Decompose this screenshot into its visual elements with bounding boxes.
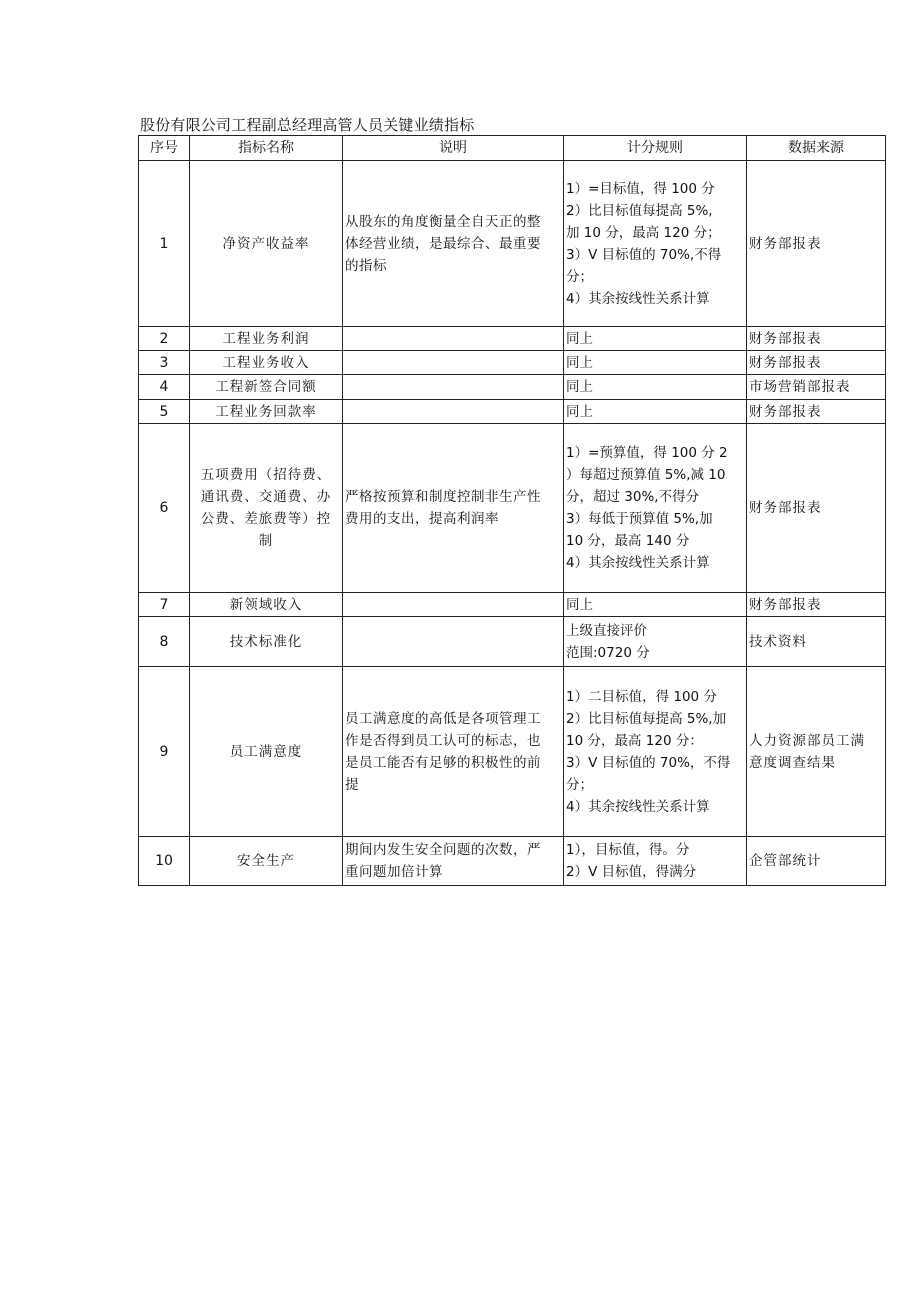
kpi-table-body bbox=[139, 161, 886, 886]
cell-scoring-rule-line: 4）其余按线性关系计算 bbox=[566, 798, 710, 815]
cell-no: 8 bbox=[139, 617, 190, 667]
cell-no: 4 bbox=[139, 375, 190, 400]
cell-description bbox=[343, 617, 564, 667]
cell-scoring-rule-line: 同上 bbox=[566, 379, 593, 395]
cell-scoring-rule-line: 3）每低于预算值 5%,加 bbox=[566, 511, 713, 527]
cell-no: 1 bbox=[139, 161, 190, 327]
cell-scoring-rule bbox=[564, 424, 747, 593]
cell-scoring-rule bbox=[564, 837, 747, 886]
cell-description-line: 从股东的角度衡量全自天正的整 bbox=[345, 213, 541, 230]
cell-indicator-name bbox=[190, 161, 343, 327]
cell-data-source bbox=[747, 375, 886, 400]
cell-indicator-name bbox=[190, 424, 343, 593]
cell-scoring-rule-line: 分，超过 30%,不得分 bbox=[566, 489, 700, 505]
cell-description-line: 体经营业绩，是最综合、最重要 bbox=[345, 235, 541, 252]
cell-no: 3 bbox=[139, 351, 190, 375]
cell-no: 6 bbox=[139, 424, 190, 593]
cell-indicator-name-line: 安全生产 bbox=[237, 853, 295, 869]
cell-description-line: 严格按预算和制度控制非生产性 bbox=[345, 489, 541, 505]
cell-description bbox=[343, 837, 564, 886]
cell-no: 5 bbox=[139, 400, 190, 424]
cell-description-line: 费用的支出，提高利润率 bbox=[345, 511, 499, 527]
cell-indicator-name-line: 五项费用（招待费、 bbox=[200, 467, 332, 483]
cell-scoring-rule bbox=[564, 400, 747, 424]
page-title: 股份有限公司工程副总经理高管人员关键业绩指标 bbox=[140, 116, 475, 134]
cell-data-source-line: 财务部报表 bbox=[749, 354, 822, 371]
table-row bbox=[139, 327, 886, 351]
table-row bbox=[139, 837, 886, 886]
table-row bbox=[139, 617, 886, 667]
cell-description bbox=[343, 161, 564, 327]
cell-scoring-rule-line: 分； bbox=[566, 268, 593, 285]
cell-scoring-rule-line: 2）V 目标值，得满分 bbox=[566, 864, 697, 880]
cell-no: 7 bbox=[139, 593, 190, 617]
cell-indicator-name-line: 工程新签合同额 bbox=[215, 379, 317, 395]
cell-data-source-line: 技术资料 bbox=[749, 633, 807, 650]
cell-indicator-name bbox=[190, 327, 343, 351]
table-row bbox=[139, 161, 886, 327]
cell-scoring-rule-line: 同上 bbox=[566, 596, 593, 613]
cell-data-source bbox=[747, 400, 886, 424]
cell-indicator-name bbox=[190, 667, 343, 837]
cell-scoring-rule-line: 4）其余按线性关系计算 bbox=[566, 555, 710, 571]
cell-scoring-rule-line: 3）V 目标值的 70%,不得 bbox=[566, 246, 722, 263]
cell-scoring-rule-line: 同上 bbox=[566, 354, 593, 371]
cell-description bbox=[343, 327, 564, 351]
cell-scoring-rule-line: 1），目标值，得。分 bbox=[566, 842, 690, 858]
cell-description bbox=[343, 375, 564, 400]
cell-data-source bbox=[747, 617, 886, 667]
cell-scoring-rule-line: ）每超过预算值 5%,减 10 bbox=[566, 467, 726, 483]
cell-description-line: 的指标 bbox=[345, 257, 387, 274]
cell-indicator-name bbox=[190, 617, 343, 667]
cell-description-line: 作是否得到员工认可的标志，也 bbox=[345, 732, 541, 749]
cell-indicator-name-line: 新领域收入 bbox=[229, 596, 303, 613]
header-no: 序号 bbox=[139, 136, 190, 161]
cell-scoring-rule bbox=[564, 617, 747, 667]
cell-data-source-line: 财务部报表 bbox=[749, 500, 822, 516]
cell-data-source bbox=[747, 837, 886, 886]
cell-indicator-name-line: 工程业务收入 bbox=[222, 354, 310, 371]
table-row bbox=[139, 375, 886, 400]
cell-scoring-rule bbox=[564, 161, 747, 327]
cell-data-source bbox=[747, 667, 886, 837]
cell-scoring-rule-line: 2）比目标值每提高 5%, bbox=[566, 202, 713, 219]
cell-description-line: 是员工能否有足够的积极性的前 bbox=[345, 754, 541, 771]
header-desc: 说明 bbox=[343, 136, 564, 161]
cell-scoring-rule bbox=[564, 375, 747, 400]
cell-data-source bbox=[747, 424, 886, 593]
cell-data-source-line: 财务部报表 bbox=[749, 235, 822, 252]
cell-scoring-rule-line: 2）比目标值每提高 5%,加 bbox=[566, 710, 727, 727]
cell-scoring-rule bbox=[564, 327, 747, 351]
cell-scoring-rule-line: 加 10 分，最高 120 分； bbox=[566, 224, 721, 241]
cell-data-source-line: 意度调查结果 bbox=[749, 754, 836, 771]
cell-scoring-rule-line: 3）V 目标值的 70%，不得 bbox=[566, 754, 731, 771]
cell-description bbox=[343, 351, 564, 375]
cell-indicator-name-line: 技术标准化 bbox=[229, 633, 303, 650]
cell-description bbox=[343, 424, 564, 593]
cell-data-source-line: 财务部报表 bbox=[749, 596, 822, 613]
cell-scoring-rule-line: 同上 bbox=[566, 330, 593, 347]
cell-indicator-name bbox=[190, 593, 343, 617]
cell-data-source-line: 企管部统计 bbox=[749, 853, 822, 869]
cell-data-source-line: 人力资源部员工满 bbox=[749, 732, 865, 749]
cell-indicator-name-line: 工程业务回款率 bbox=[215, 403, 317, 420]
table-row bbox=[139, 667, 886, 837]
cell-indicator-name bbox=[190, 375, 343, 400]
cell-indicator-name-line: 净资产收益率 bbox=[222, 235, 310, 252]
cell-indicator-name-line: 工程业务利润 bbox=[222, 330, 310, 347]
cell-no: 2 bbox=[139, 327, 190, 351]
cell-no: 9 bbox=[139, 667, 190, 837]
cell-indicator-name bbox=[190, 400, 343, 424]
kpi-table bbox=[138, 135, 886, 886]
cell-description-line: 提 bbox=[345, 776, 359, 793]
cell-scoring-rule bbox=[564, 593, 747, 617]
table-row bbox=[139, 400, 886, 424]
cell-data-source bbox=[747, 351, 886, 375]
header-name: 指标名称 bbox=[190, 136, 343, 161]
cell-scoring-rule-line: 1）=预算值，得 100 分 2 bbox=[566, 445, 728, 461]
cell-indicator-name bbox=[190, 351, 343, 375]
cell-description bbox=[343, 400, 564, 424]
cell-data-source bbox=[747, 327, 886, 351]
header-row bbox=[139, 136, 886, 161]
cell-scoring-rule bbox=[564, 667, 747, 837]
cell-description bbox=[343, 593, 564, 617]
cell-data-source bbox=[747, 161, 886, 327]
cell-scoring-rule-line: 上级直接评价 bbox=[566, 622, 647, 639]
cell-scoring-rule-line: 1）=目标值，得 100 分 bbox=[566, 180, 715, 197]
cell-description-line: 重问题加倍计算 bbox=[345, 864, 443, 880]
cell-scoring-rule-line: 同上 bbox=[566, 403, 593, 420]
cell-data-source-line: 市场营销部报表 bbox=[749, 379, 851, 395]
header-rule: 计分规则 bbox=[564, 136, 747, 161]
cell-description-line: 期间内发生安全问题的次数，严 bbox=[345, 842, 541, 858]
cell-scoring-rule bbox=[564, 351, 747, 375]
table-row bbox=[139, 424, 886, 593]
cell-indicator-name-line: 制 bbox=[258, 533, 274, 549]
cell-indicator-name bbox=[190, 837, 343, 886]
cell-indicator-name-line: 公费、差旅费等）控 bbox=[200, 511, 332, 527]
cell-indicator-name-line: 通讯费、交通费、办 bbox=[200, 489, 332, 505]
header-src: 数据来源 bbox=[747, 136, 886, 161]
table-row bbox=[139, 351, 886, 375]
cell-data-source bbox=[747, 593, 886, 617]
table-row bbox=[139, 593, 886, 617]
cell-scoring-rule-line: 范围:0720 分 bbox=[566, 644, 650, 661]
cell-indicator-name-line: 员工满意度 bbox=[229, 743, 303, 760]
cell-scoring-rule-line: 分； bbox=[566, 776, 593, 793]
cell-data-source-line: 财务部报表 bbox=[749, 403, 822, 420]
cell-scoring-rule-line: 1）二目标值，得 100 分 bbox=[566, 688, 717, 705]
cell-description bbox=[343, 667, 564, 837]
cell-no: 10 bbox=[139, 837, 190, 886]
cell-scoring-rule-line: 10 分，最高 140 分 bbox=[566, 533, 690, 549]
cell-description-line: 员工满意度的高低是各项管理工 bbox=[345, 710, 541, 727]
cell-data-source-line: 财务部报表 bbox=[749, 330, 822, 347]
cell-scoring-rule-line: 10 分，最高 120 分： bbox=[566, 732, 703, 749]
cell-scoring-rule-line: 4）其余按线性关系计算 bbox=[566, 290, 710, 307]
